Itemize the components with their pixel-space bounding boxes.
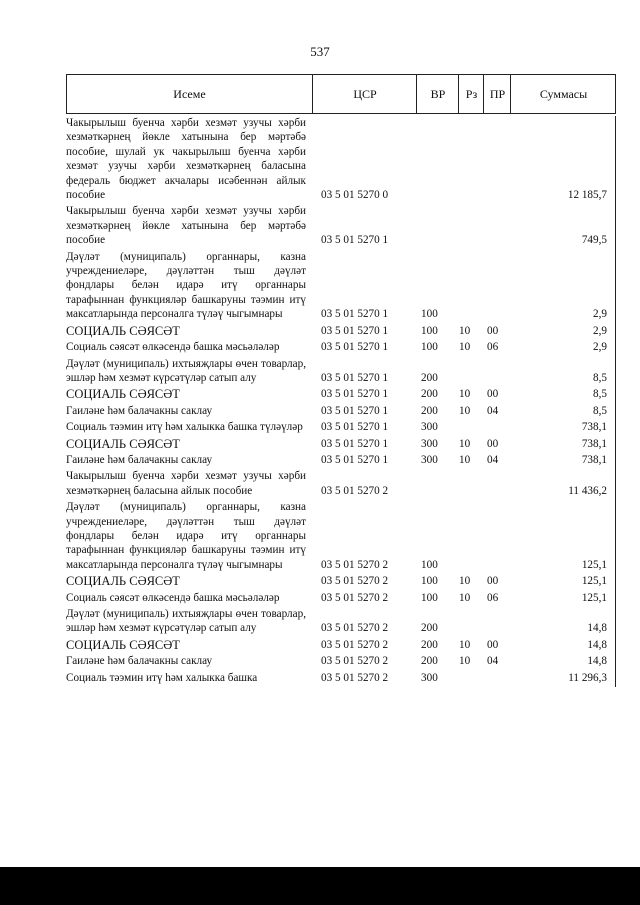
scan-edge-bar	[0, 867, 640, 905]
table-row	[66, 404, 615, 420]
page-number: 537	[310, 44, 330, 59]
table-row	[66, 357, 615, 388]
row-name: Дәүләт (муниципаль) ихтыяҗлары өчен товарлар, эшләр һәм хезмәт күрсәтүләр сатып алу	[66, 608, 306, 635]
table-row	[66, 116, 615, 204]
row-pr: 00	[487, 638, 499, 651]
row-rz: 10	[459, 404, 471, 417]
row-name: Гаиләне һәм балачакны саклау	[66, 453, 213, 466]
row-csr: 03 5 01 5270 1	[321, 308, 389, 321]
row-rz: 10	[459, 437, 471, 450]
row-name: Социаль сәясәт өлкәсендә башка мәсьәләләр	[66, 341, 280, 354]
row-vr: 200	[421, 404, 438, 417]
table-row	[66, 671, 615, 687]
table-row	[66, 500, 615, 574]
row-rz: 10	[459, 591, 471, 604]
table-body	[66, 116, 616, 687]
row-vr: 100	[421, 575, 438, 588]
row-sum: 11 296,3	[568, 671, 607, 684]
table-row	[66, 387, 615, 403]
row-csr: 03 5 01 5270 1	[321, 421, 389, 434]
row-sum: 14,8	[587, 622, 607, 635]
row-pr: 06	[487, 341, 499, 354]
row-csr: 03 5 01 5270 1	[321, 404, 389, 417]
row-vr: 100	[421, 341, 438, 354]
row-pr: 00	[487, 388, 499, 401]
table-row	[66, 340, 615, 356]
row-csr: 03 5 01 5270 1	[321, 453, 389, 466]
table-row	[66, 469, 615, 500]
row-vr: 300	[421, 421, 438, 434]
row-rz: 10	[459, 453, 471, 466]
row-csr: 03 5 01 5270 2	[321, 638, 389, 651]
table-header	[66, 74, 616, 114]
header-rz: Рз	[458, 75, 484, 113]
row-sum: 2,9	[593, 324, 607, 337]
row-csr: 03 5 01 5270 1	[321, 341, 389, 354]
row-csr: 03 5 01 5270 1	[321, 388, 389, 401]
row-sum: 14,8	[587, 638, 607, 651]
row-name: Гаиләне һәм балачакны саклау	[66, 655, 213, 668]
table-row	[66, 591, 615, 607]
row-sum: 2,9	[593, 308, 607, 321]
header-name: Исеме	[173, 87, 206, 101]
row-sum: 738,1	[581, 421, 607, 434]
row-pr: 06	[487, 591, 499, 604]
row-rz: 10	[459, 575, 471, 588]
row-sum: 749,5	[581, 234, 607, 247]
row-sum: 14,8	[587, 655, 607, 668]
row-pr: 00	[487, 437, 499, 450]
row-sum: 8,5	[593, 371, 607, 384]
row-name: СОЦИАЛЬ СӘЯСӘТ	[66, 436, 180, 451]
row-vr: 100	[421, 591, 438, 604]
table-row	[66, 250, 615, 324]
row-csr: 03 5 01 5270 1	[321, 371, 389, 384]
row-name: СОЦИАЛЬ СӘЯСӘТ	[66, 387, 180, 402]
row-rz: 10	[459, 324, 471, 337]
row-rz: 10	[459, 341, 471, 354]
row-name: Социаль сәясәт өлкәсендә башка мәсьәләләр	[66, 591, 280, 604]
row-pr: 00	[487, 324, 499, 337]
table-row	[66, 204, 615, 249]
row-name: Социаль тәэмин итү һәм халыкка башка түләүләр	[66, 421, 303, 434]
table-row	[66, 607, 615, 638]
row-sum: 12 185,7	[567, 189, 607, 202]
row-vr: 100	[421, 324, 438, 337]
row-vr: 300	[421, 453, 438, 466]
row-vr: 200	[421, 388, 438, 401]
row-name: Гаиләне һәм балачакны саклау	[66, 404, 213, 417]
row-pr: 00	[487, 575, 499, 588]
row-csr: 03 5 01 5270 2	[321, 655, 389, 668]
row-vr: 100	[421, 308, 438, 321]
row-name: Чакырылыш буенча хәрби хезмәт узучы хәрби хезмәткәрнең йөкле хатынына бер мәртәбә пособие	[66, 205, 306, 247]
row-name: Чакырылыш буенча хәрби хезмәт узучы хәрби хезмәткәрнең баласына айлык пособие	[66, 470, 306, 497]
header-vr: ВР	[416, 75, 459, 113]
row-sum: 125,1	[581, 575, 607, 588]
row-rz: 10	[459, 388, 471, 401]
row-name: СОЦИАЛЬ СӘЯСӘТ	[66, 323, 180, 338]
row-sum: 125,1	[581, 558, 607, 571]
row-sum: 125,1	[581, 591, 607, 604]
row-vr: 200	[421, 371, 438, 384]
row-csr: 03 5 01 5270 2	[321, 671, 389, 684]
row-name: Социаль тәэмин итү һәм халыкка башка	[66, 671, 258, 684]
row-name: Дәүләт (муниципаль) органнары, казна учреждениеләре, дәүләттән тыш дәүләт фондлары белән идарә итү органнары тарафыннан функцияләр башкаруны тәэмин итү максатларында персоналга түләү чыгымнары	[66, 250, 306, 321]
row-vr: 200	[421, 622, 438, 635]
table-row	[66, 654, 615, 670]
row-csr: 03 5 01 5270 2	[321, 484, 389, 497]
row-csr: 03 5 01 5270 2	[321, 591, 389, 604]
row-csr: 03 5 01 5270 0	[321, 189, 389, 202]
row-csr: 03 5 01 5270 2	[321, 622, 389, 635]
row-name: Чакырылыш буенча хәрби хезмәт узучы хәрби хезмәткәрнең йөкле хатынына бер мәртәбә пособие, шулай ук чакырылыш буенча хәрби хезмәт узучы хәрби хезмәткәрнең баласына федераль бюджет акчалары исәбеннән айлык пособие	[66, 117, 306, 202]
row-sum: 11 436,2	[568, 484, 607, 497]
table-row	[66, 324, 615, 340]
row-pr: 04	[487, 404, 499, 417]
row-vr: 300	[421, 671, 438, 684]
header-sum: Суммасы	[510, 75, 616, 113]
row-pr: 04	[487, 655, 499, 668]
row-csr: 03 5 01 5270 2	[321, 575, 389, 588]
row-rz: 10	[459, 655, 471, 668]
table-row	[66, 574, 615, 590]
row-sum: 738,1	[581, 437, 607, 450]
row-csr: 03 5 01 5270 1	[321, 324, 389, 337]
row-name: СОЦИАЛЬ СӘЯСӘТ	[66, 574, 180, 589]
table-row	[66, 420, 615, 436]
table-row	[66, 638, 615, 654]
row-sum: 8,5	[593, 388, 607, 401]
row-vr: 200	[421, 638, 438, 651]
row-vr: 100	[421, 558, 438, 571]
row-sum: 738,1	[581, 453, 607, 466]
table-row	[66, 453, 615, 469]
table-row	[66, 437, 615, 453]
header-csr: ЦСР	[312, 75, 417, 113]
row-name: Дәүләт (муниципаль) органнары, казна учреждениеләре, дәүләттән тыш дәүләт фондлары белән идарә итү органнары тарафыннан функцияләр башкаруны тәэмин итү максатларында персоналга түләү чыгымнары	[66, 501, 306, 571]
row-rz: 10	[459, 638, 471, 651]
row-sum: 2,9	[593, 341, 607, 354]
row-csr: 03 5 01 5270 2	[321, 558, 389, 571]
row-csr: 03 5 01 5270 1	[321, 234, 389, 247]
row-name: Дәүләт (муниципаль) ихтыяҗлары өчен товарлар, эшләр һәм хезмәт күрсәтүләр сатып алу	[66, 357, 306, 384]
row-name: СОЦИАЛЬ СӘЯСӘТ	[66, 637, 180, 652]
row-pr: 04	[487, 453, 499, 466]
row-sum: 8,5	[593, 404, 607, 417]
row-csr: 03 5 01 5270 1	[321, 437, 389, 450]
header-pr: ПР	[483, 75, 511, 113]
row-vr: 200	[421, 655, 438, 668]
row-vr: 300	[421, 437, 438, 450]
